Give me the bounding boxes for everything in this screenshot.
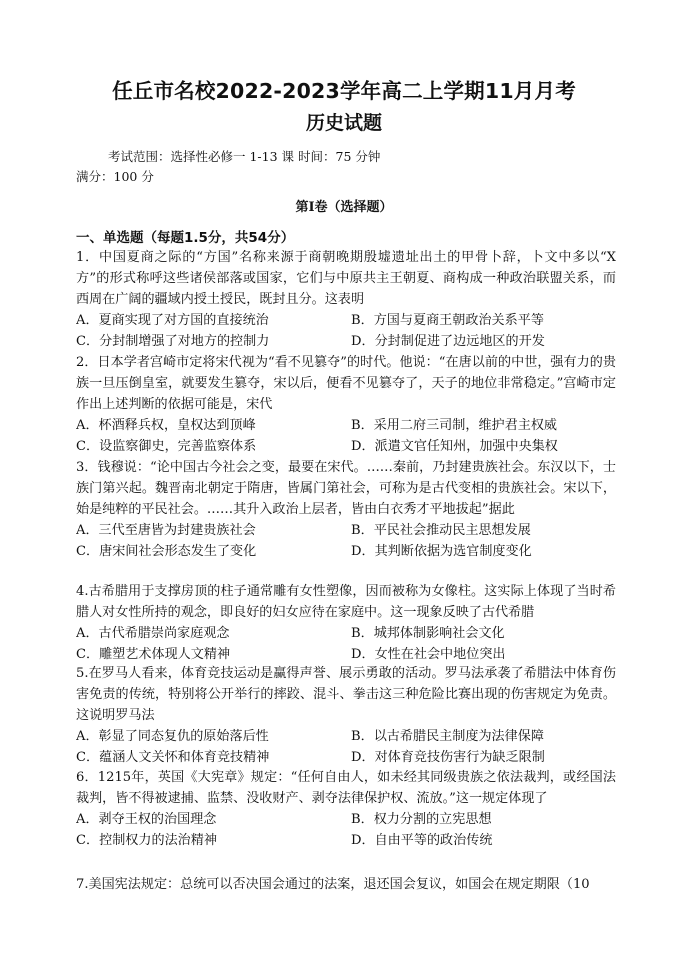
option-c: C．分封制增强了对地方的控制力 [76,334,270,349]
option-b: B．城邦体制影响社会文化 [351,626,505,641]
question-stem: 1．中国夏商之际的“方国”名称来源于商朝晚期殷墟遗址出土的甲骨卜辞，卜文中多以“X方”的形式称呼这些诸侯部落或国家，它们与中原共主王朝夏、商构成一种政治联盟关系，而西周在广阔的疆域内授土授民，既封且分。这表明 [76,250,616,307]
question-stem: 3．钱穆说：“论中国古今社会之变，最要在宋代。……秦前，乃封建贵族社会。东汉以下，士族门第兴起。魏晋南北朝定于隋唐，皆属门第社会，可称为是古代变相的贵族社会。宋以下，始是纯粹的平民社会。……其升入政治上层者，皆由白衣秀才平地拔起”据此 [76,460,616,517]
question-1 [76,247,616,352]
option-c: C．控制权力的法治精神 [76,833,217,848]
option-list [76,520,616,562]
option-c: C．唐宋间社会形态发生了变化 [76,544,257,559]
option-list [76,726,616,768]
question-4 [76,581,616,665]
question-6 [76,767,616,851]
option-a: A．夏商实现了对方国的直接统治 [76,313,269,328]
option-b: B．方国与夏商王朝政治关系平等 [351,313,544,328]
question-2 [76,352,616,457]
exam-subtitle: 历史试题 [305,112,382,134]
question-5 [76,663,616,768]
option-d: D．女性在社会中地位突出 [351,647,506,662]
exam-scope: 考试范围：选择性必修一 1-13 课 时间：75 分钟 [108,149,381,164]
question-stem: 5.在罗马人看来，体育竞技运动是赢得声誉、展示勇敢的活动。罗马法承袭了希腊法中体育伤害免责的传统，特别将公开举行的摔跤、混斗、拳击这三种危险比赛出现的伤害规定为免责。这说明罗马法 [76,666,616,723]
option-d: D．自由平等的政治传统 [351,833,493,848]
question-7-partial: 7.美国宪法规定：总统可以否决国会通过的法案，退还国会复议，如国会在规定期限（10 [76,877,590,892]
option-b: B．平民社会推动民主思想发展 [351,523,531,538]
option-list [76,809,616,851]
option-d: D．其判断依据为选官制度变化 [351,544,532,559]
question-stem: 2．日本学者宫崎市定将宋代视为“看不见篡夺”的时代。他说：“在唐以前的中世，强有力的贵族一旦压倒皇室，就要发生篡夺，宋以后，便看不见篡夺了，天子的地位非常稳定。”宫崎市定作出上述判断的依据可能是，宋代 [76,355,616,412]
option-c: C．设监察御史，完善监察体系 [76,439,257,454]
option-b: B．采用二府三司制，维护君主权威 [351,418,558,433]
option-b: B．权力分割的立宪思想 [351,812,492,827]
option-a: A．杯酒释兵权，皇权达到顶峰 [76,418,256,433]
option-d: D．派遣文官任知州，加强中央集权 [351,439,558,454]
option-list [76,310,616,352]
exam-score: 满分：100 分 [76,169,154,184]
exam-title: 任丘市名校2022-2023学年高二上学期11月月考 [112,79,576,103]
section-heading: 一、单选题（每题1.5分，共54分） [76,230,295,246]
question-stem: 4.古希腊用于支撑房顶的柱子通常雕有女性塑像，因而被称为女像柱。这实际上体现了当时希腊人对女性所持的观念，即良好的妇女应待在家庭中。这一现象反映了古代希腊 [76,584,616,620]
option-c: C．蕴涵人文关怀和体育竞技精神 [76,750,270,765]
option-b: B．以古希腊民主制度为法律保障 [351,729,544,744]
option-a: A．剥夺王权的治国理念 [76,812,217,827]
option-a: A．彰显了同态复仇的原始落后性 [76,729,269,744]
option-c: C．雕塑艺术体现人文精神 [76,647,231,662]
option-list [76,415,616,457]
option-a: A．三代至唐皆为封建贵族社会 [76,523,256,538]
question-3 [76,457,616,562]
option-a: A．古代希腊崇尚家庭观念 [76,626,230,641]
option-d: D．分封制促进了边远地区的开发 [351,334,545,349]
option-list [76,623,616,665]
section-title: 第Ⅰ卷（选择题） [295,200,393,215]
option-d: D．对体育竞技伤害行为缺乏限制 [351,750,545,765]
question-stem: 6．1215年，英国《大宪章》规定：“任何自由人，如未经其同级贵族之依法裁判，或经国法裁判，皆不得被逮捕、监禁、没收财产、剥夺法律保护权、流放。”这一规定体现了 [76,770,616,806]
